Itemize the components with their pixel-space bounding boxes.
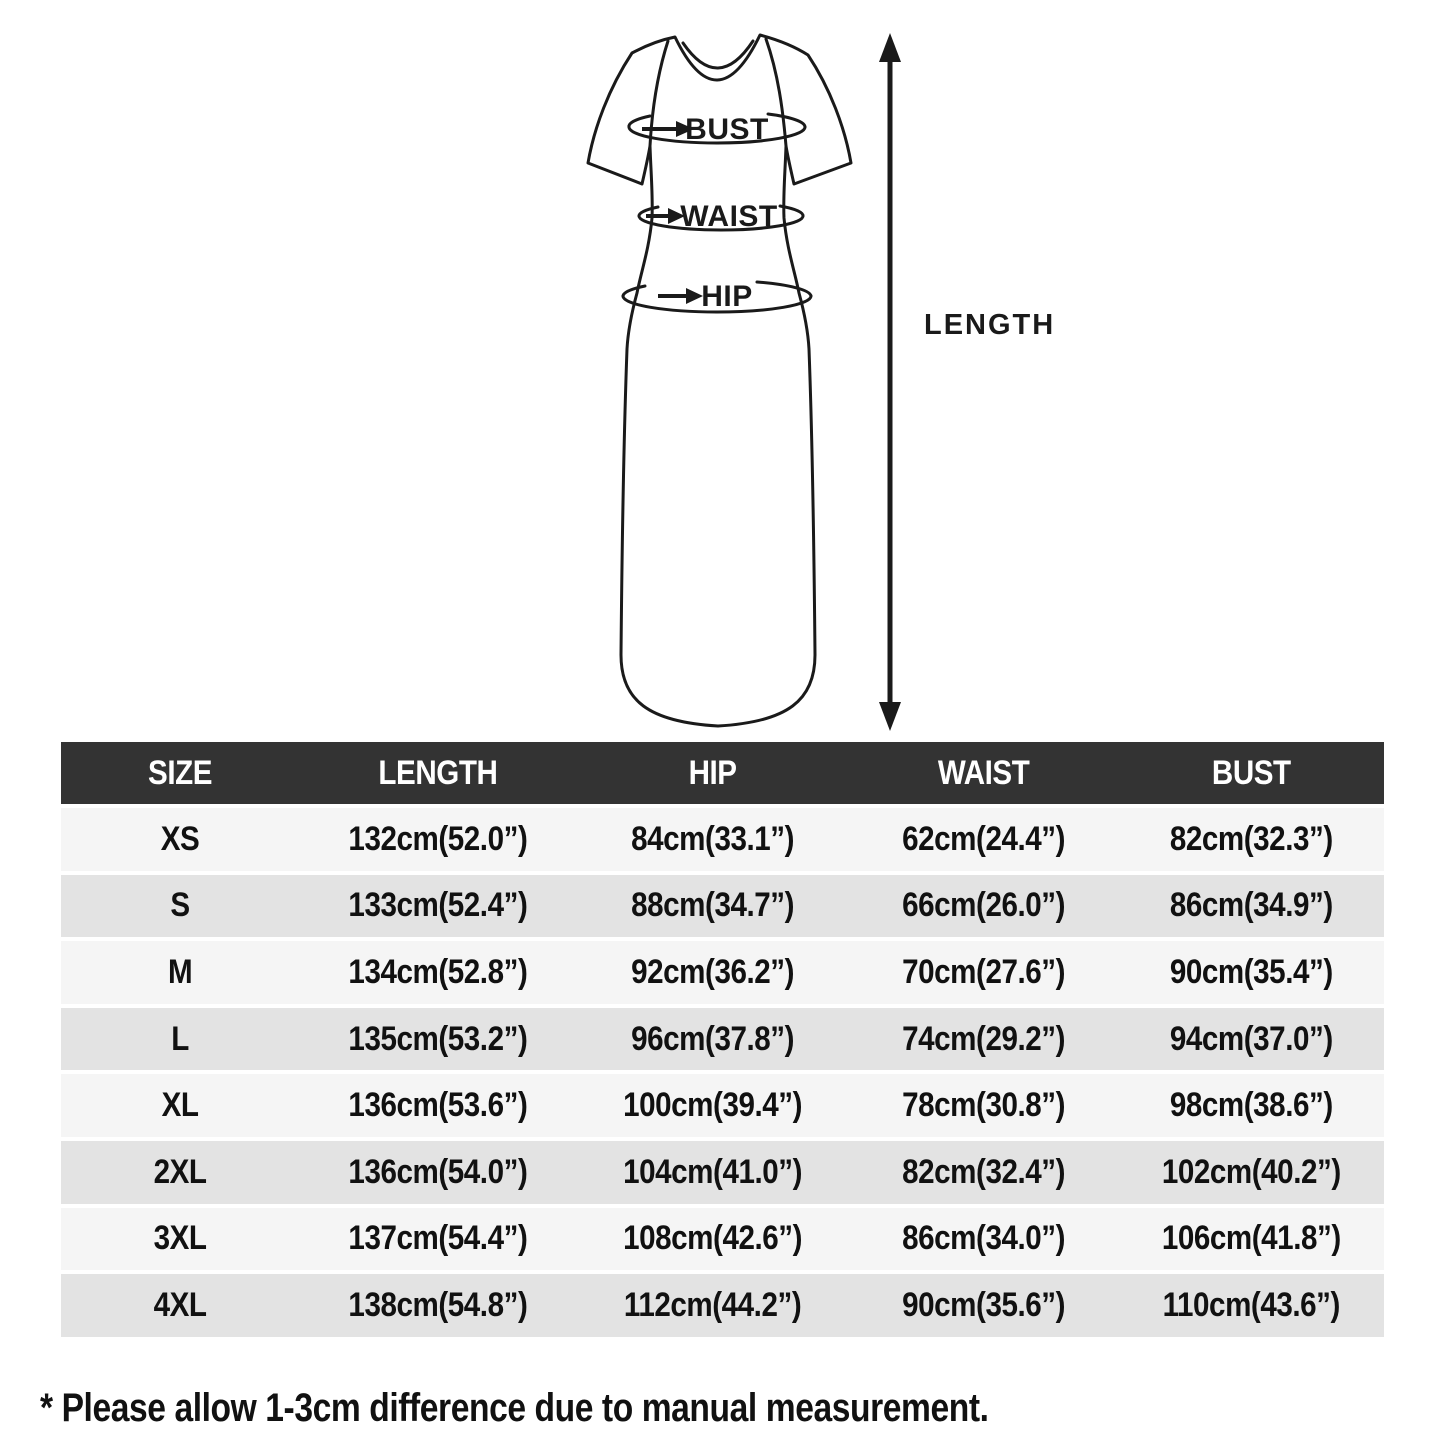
- hip-value: 100cm(39.4”): [623, 1086, 803, 1125]
- bust-label: BUST: [685, 113, 769, 146]
- bust-value: 90cm(35.4”): [1170, 952, 1334, 991]
- length-arrow-icon: [879, 33, 901, 731]
- table-row: [61, 875, 1384, 942]
- waist-value: 66cm(26.0”): [902, 886, 1066, 925]
- table-row: [61, 1274, 1384, 1341]
- column-header-hip: HIP: [688, 753, 737, 792]
- hip-value: 96cm(37.8”): [631, 1019, 795, 1058]
- bust-value: 82cm(32.3”): [1170, 819, 1334, 858]
- hip-value: 104cm(41.0”): [623, 1152, 803, 1191]
- waist-label: WAIST: [680, 200, 778, 233]
- bust-value: 110cm(43.6”): [1162, 1285, 1341, 1324]
- table-row: [61, 808, 1384, 875]
- hip-value: 108cm(42.6”): [623, 1219, 803, 1258]
- bust-value: 106cm(41.8”): [1162, 1219, 1342, 1258]
- size-value: M: [167, 952, 193, 991]
- table-row: [61, 1141, 1384, 1208]
- table-header-row: [61, 742, 1384, 808]
- size-value: S: [170, 886, 190, 925]
- waist-value: 70cm(27.6”): [902, 952, 1066, 991]
- bust-value: 86cm(34.9”): [1170, 886, 1334, 925]
- length-value: 136cm(54.0”): [348, 1152, 528, 1191]
- size-value: 3XL: [153, 1219, 207, 1258]
- column-header-waist: WAIST: [938, 753, 1030, 792]
- waist-value: 78cm(30.8”): [902, 1086, 1066, 1125]
- size-value: 2XL: [153, 1152, 207, 1191]
- waist-value: 74cm(29.2”): [902, 1019, 1066, 1058]
- hip-value: 112cm(44.2”): [623, 1285, 802, 1324]
- length-value: 135cm(53.2”): [348, 1019, 528, 1058]
- bust-value: 102cm(40.2”): [1162, 1152, 1342, 1191]
- length-value: 136cm(53.6”): [348, 1086, 528, 1125]
- waist-value: 90cm(35.6”): [902, 1285, 1066, 1324]
- bust-value: 98cm(38.6”): [1170, 1086, 1334, 1125]
- size-value: XS: [160, 819, 200, 858]
- column-header-size: SIZE: [148, 753, 213, 792]
- column-header-length: LENGTH: [378, 753, 498, 792]
- column-header-bust: BUST: [1212, 753, 1292, 792]
- length-label: LENGTH: [924, 309, 1056, 341]
- table-row: [61, 1008, 1384, 1075]
- table-row: [61, 941, 1384, 1008]
- waist-value: 86cm(34.0”): [902, 1219, 1066, 1258]
- hip-label: HIP: [701, 280, 753, 313]
- hip-value: 92cm(36.2”): [631, 952, 795, 991]
- length-value: 138cm(54.8”): [348, 1285, 528, 1324]
- hip-value: 88cm(34.7”): [631, 886, 795, 925]
- waist-value: 62cm(24.4”): [902, 819, 1066, 858]
- size-value: XL: [161, 1086, 199, 1125]
- measurement-note: * Please allow 1-3cm difference due to manual measurement.: [40, 1386, 989, 1430]
- size-value: L: [171, 1019, 189, 1058]
- length-value: 132cm(52.0”): [348, 819, 528, 858]
- length-value: 133cm(52.4”): [348, 886, 528, 925]
- table-row: [61, 1074, 1384, 1141]
- size-value: 4XL: [153, 1285, 207, 1324]
- table-row: [61, 1208, 1384, 1275]
- hip-value: 84cm(33.1”): [631, 819, 795, 858]
- size-table: [61, 742, 1384, 1341]
- length-value: 134cm(52.8”): [348, 952, 528, 991]
- waist-value: 82cm(32.4”): [902, 1152, 1066, 1191]
- bust-value: 94cm(37.0”): [1170, 1019, 1334, 1058]
- length-value: 137cm(54.4”): [348, 1219, 528, 1258]
